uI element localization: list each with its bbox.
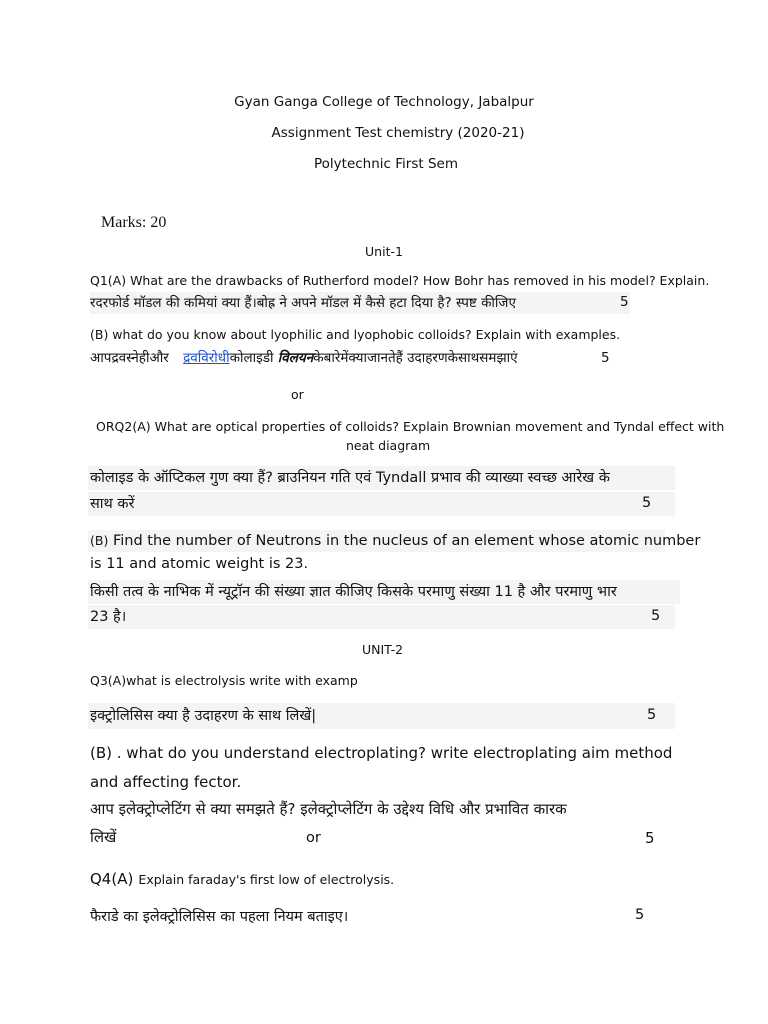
unit-1-heading: Unit-1 (365, 244, 403, 259)
test-title: Assignment Test chemistry (2020-21) (271, 125, 525, 141)
q4-hindi: फैराडे का इलेक्ट्रोलिसिस का पहला नियम बताइए। (90, 909, 349, 925)
q2a-english-line2: neat diagram (346, 438, 431, 453)
q2a-hindi-line1: कोलाइड के ऑप्टिकल गुण क्या हैं? ब्राउनियन गति एवं Tyndall प्रभाव की व्याख्या स्वच्छ आरेख के (88, 466, 675, 490)
q1a-hindi-row (90, 292, 630, 314)
q1b-hindi-part1: आपद्रवस्नेहीऔर (90, 350, 169, 366)
q3a-hindi-row (88, 703, 675, 729)
q2b-english-line1: Find the number of Neutrons in the nucleus of an element whose atomic number (112, 533, 701, 549)
q2b-marks: 5 (651, 608, 661, 624)
q3b-english-line2: and affecting fector. (90, 773, 242, 791)
q1b-hindi-part3: केबारेमेंक्याजानतेहैं उदाहरणकेसाथसमझाएं (313, 350, 518, 366)
q2a-hindi-line2: साथ करें (90, 496, 135, 512)
q3a-english: Q3(A)what is electrolysis write with examp (90, 673, 358, 688)
q4-english (90, 869, 394, 888)
semester: Polytechnic First Sem (314, 156, 458, 172)
or-separator-2: or (306, 830, 321, 846)
college-name: Gyan Ganga College of Technology, Jabalpur (234, 94, 534, 110)
q4-marks: 5 (635, 907, 645, 923)
q3b-hindi-line1: आप इलेक्ट्रोप्लेटिंग से क्या समझते हैं? इलेक्ट्रोप्लेटिंग के उद्देश्य विधि और प्रभावित कारक (90, 800, 567, 818)
q1b-hindi (90, 348, 518, 366)
q1b-hindi-bold: विलयन (277, 350, 314, 366)
q1b-hindi-link[interactable]: द्रवविरोधी (183, 350, 230, 366)
or-separator-1: or (291, 387, 304, 402)
q1b-english: (B) what do you know about lyophilic and lyophobic colloids? Explain with examples. (90, 327, 621, 342)
q2b-hindi-line2-row (88, 605, 675, 629)
q2b-hindi-line1: किसी तत्व के नाभिक में न्यूट्रॉन की संख्या ज्ञात कीजिए किसके परमाणु संख्या 11 है और परमाणु भार (88, 580, 680, 604)
q2b-prefix: (B) (90, 533, 109, 548)
q2a-hindi-line2-row (88, 492, 675, 516)
q3a-hindi: इक्ट्रोलिसिस क्या है उदाहरण के साथ लिखें| (90, 708, 317, 724)
q1a-marks: 5 (620, 294, 629, 310)
q4-label: Q4(A) (90, 870, 134, 888)
unit-2-heading: UNIT-2 (362, 642, 404, 657)
q3b-english-line1: (B) . what do you understand electroplating? write electroplating aim method (90, 744, 673, 762)
q2b-hindi-line2: 23 है। (90, 609, 127, 625)
q1a-english: Q1(A) What are the drawbacks of Rutherford model? How Bohr has removed in his model? Explain. (90, 273, 710, 288)
q3b-marks: 5 (645, 829, 655, 847)
total-marks: Marks: 20 (101, 214, 167, 231)
q2b-english-line2: is 11 and atomic weight is 23. (90, 556, 309, 572)
q3a-marks: 5 (647, 707, 657, 723)
q2a-marks: 5 (642, 495, 652, 511)
q2b-english-line1-row (88, 530, 701, 552)
q3b-hindi-line2: लिखें (90, 828, 117, 846)
q1a-hindi: रदरफोर्ड मॉडल की कमियां क्या हैं।बोह्र ने अपने मॉडल में कैसे हटा दिया है? स्पष्ट कीजिए (90, 295, 516, 311)
q1b-hindi-part2: कोलाइडी (229, 350, 274, 366)
q2a-english-line1: ORQ2(A) What are optical properties of colloids? Explain Brownian movement and Tyndal effect with (96, 419, 725, 434)
q4-english-text: Explain faraday's first low of electrolysis. (138, 872, 395, 887)
q1b-marks: 5 (601, 350, 610, 366)
